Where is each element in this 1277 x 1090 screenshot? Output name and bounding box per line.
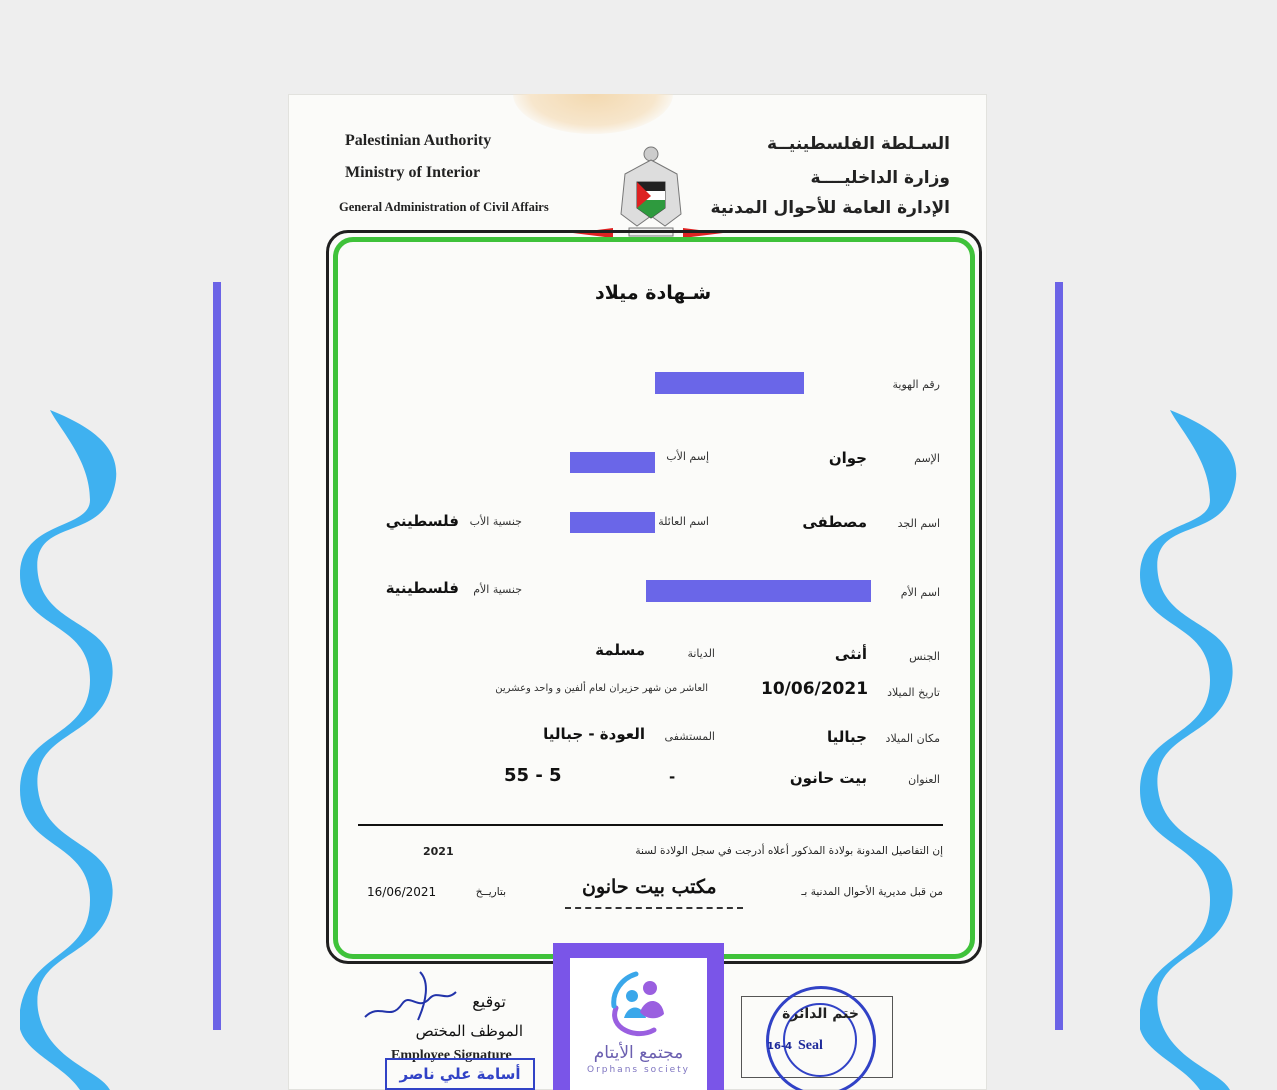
orphans-society-logo (570, 958, 707, 1090)
right-accent-bar (1055, 282, 1063, 1030)
registry-year: 2021 (423, 845, 454, 858)
header-en-authority: Palestinian Authority (345, 132, 492, 149)
redacted-family-name (570, 512, 655, 533)
sex-value: أنثى (834, 645, 867, 663)
registry-statement: إن التفاصيل المدونة بولادة المذكور أعلاه أدرجت في سجل الولادة لسنة (635, 845, 943, 857)
mother-name-label: اسم الأم (900, 586, 940, 599)
issuing-office: مكتب بيت حانون (582, 876, 717, 898)
header-ar-ministry: وزارة الداخليــــة (810, 168, 950, 188)
section-divider (358, 824, 943, 826)
left-accent-bar (213, 282, 221, 1030)
left-wave-decoration (20, 410, 130, 1090)
family-name-label: اسم العائلة (658, 515, 709, 528)
address-number-value: 55 - 5 (504, 765, 562, 786)
sex-label: الجنس (909, 650, 940, 663)
address-separator: - (669, 768, 676, 786)
address-label: العنوان (908, 773, 940, 786)
header-en-administration: General Administration of Civil Affairs (339, 200, 549, 214)
name-value: جوان (828, 449, 867, 467)
birth-date-words: العاشر من شهر حزيران لعام ألفين و واحد وعشرين (495, 683, 708, 694)
mother-nationality-label: جنسية الأم (473, 583, 522, 596)
mother-nationality-value: فلسطينية (385, 579, 459, 597)
birth-date-value: 10/06/2021 (761, 679, 869, 699)
father-nationality-label: جنسية الأب (469, 515, 522, 528)
eagle-emblem-icon (613, 144, 689, 240)
logo-name-ar: مجتمع الأيتام (593, 1043, 684, 1063)
redacted-mother-name (646, 580, 871, 602)
redacted-father-name (570, 452, 655, 473)
father-nationality-value: فلسطيني (385, 512, 459, 530)
logo-name-en: Orphans society (586, 1065, 690, 1075)
birth-place-label: مكان الميلاد (885, 732, 940, 745)
issue-date-label: بتاريــخ (475, 886, 506, 898)
employee-label-ar: الموظف المختص (415, 1022, 523, 1040)
seal-label-en: Seal (798, 1038, 823, 1053)
birth-certificate-document (288, 94, 987, 1090)
hospital-label: المستشفى (664, 730, 715, 743)
office-underline (565, 907, 743, 909)
name-label: الإسم (914, 452, 940, 465)
header-ar-authority: السـلطة الفلسطينيــة (766, 134, 950, 154)
id-number-label: رقم الهوية (892, 378, 940, 391)
religion-value: مسلمة (595, 641, 645, 659)
redacted-id-number (655, 372, 804, 394)
header-en-ministry: Ministry of Interior (345, 164, 481, 181)
birth-place-value: جباليا (827, 728, 867, 746)
seal-label: ختم الدائرة (782, 1006, 859, 1022)
signature-label-ar: توقيع (472, 992, 506, 1011)
employee-signature-label-en: Employee Signature (391, 1048, 512, 1063)
paper-stain (513, 94, 673, 134)
hospital-value: العودة - جباليا (543, 725, 645, 743)
family-logo-icon (606, 968, 672, 1040)
seal-code: 16-4 (767, 1041, 793, 1052)
birth-date-label: تاريخ الميلاد (887, 686, 940, 699)
employee-name-stamp: أسامة علي ناصر (385, 1058, 535, 1090)
father-name-label: إسم الأب (666, 450, 709, 463)
religion-label: الديانة (687, 647, 715, 660)
grandfather-label: اسم الجد (897, 517, 940, 530)
issue-date-value: 16/06/2021 (367, 885, 437, 899)
header-ar-administration: الإدارة العامة للأحوال المدنية (710, 198, 950, 218)
grandfather-value: مصطفى (802, 513, 867, 531)
address-city-value: بيت حانون (789, 769, 867, 787)
right-wave-decoration (1140, 410, 1250, 1090)
issued-by-label: من قبل مديرية الأحوال المدنية بـ (801, 886, 943, 898)
certificate-title: شـهادة ميلاد (595, 282, 712, 304)
